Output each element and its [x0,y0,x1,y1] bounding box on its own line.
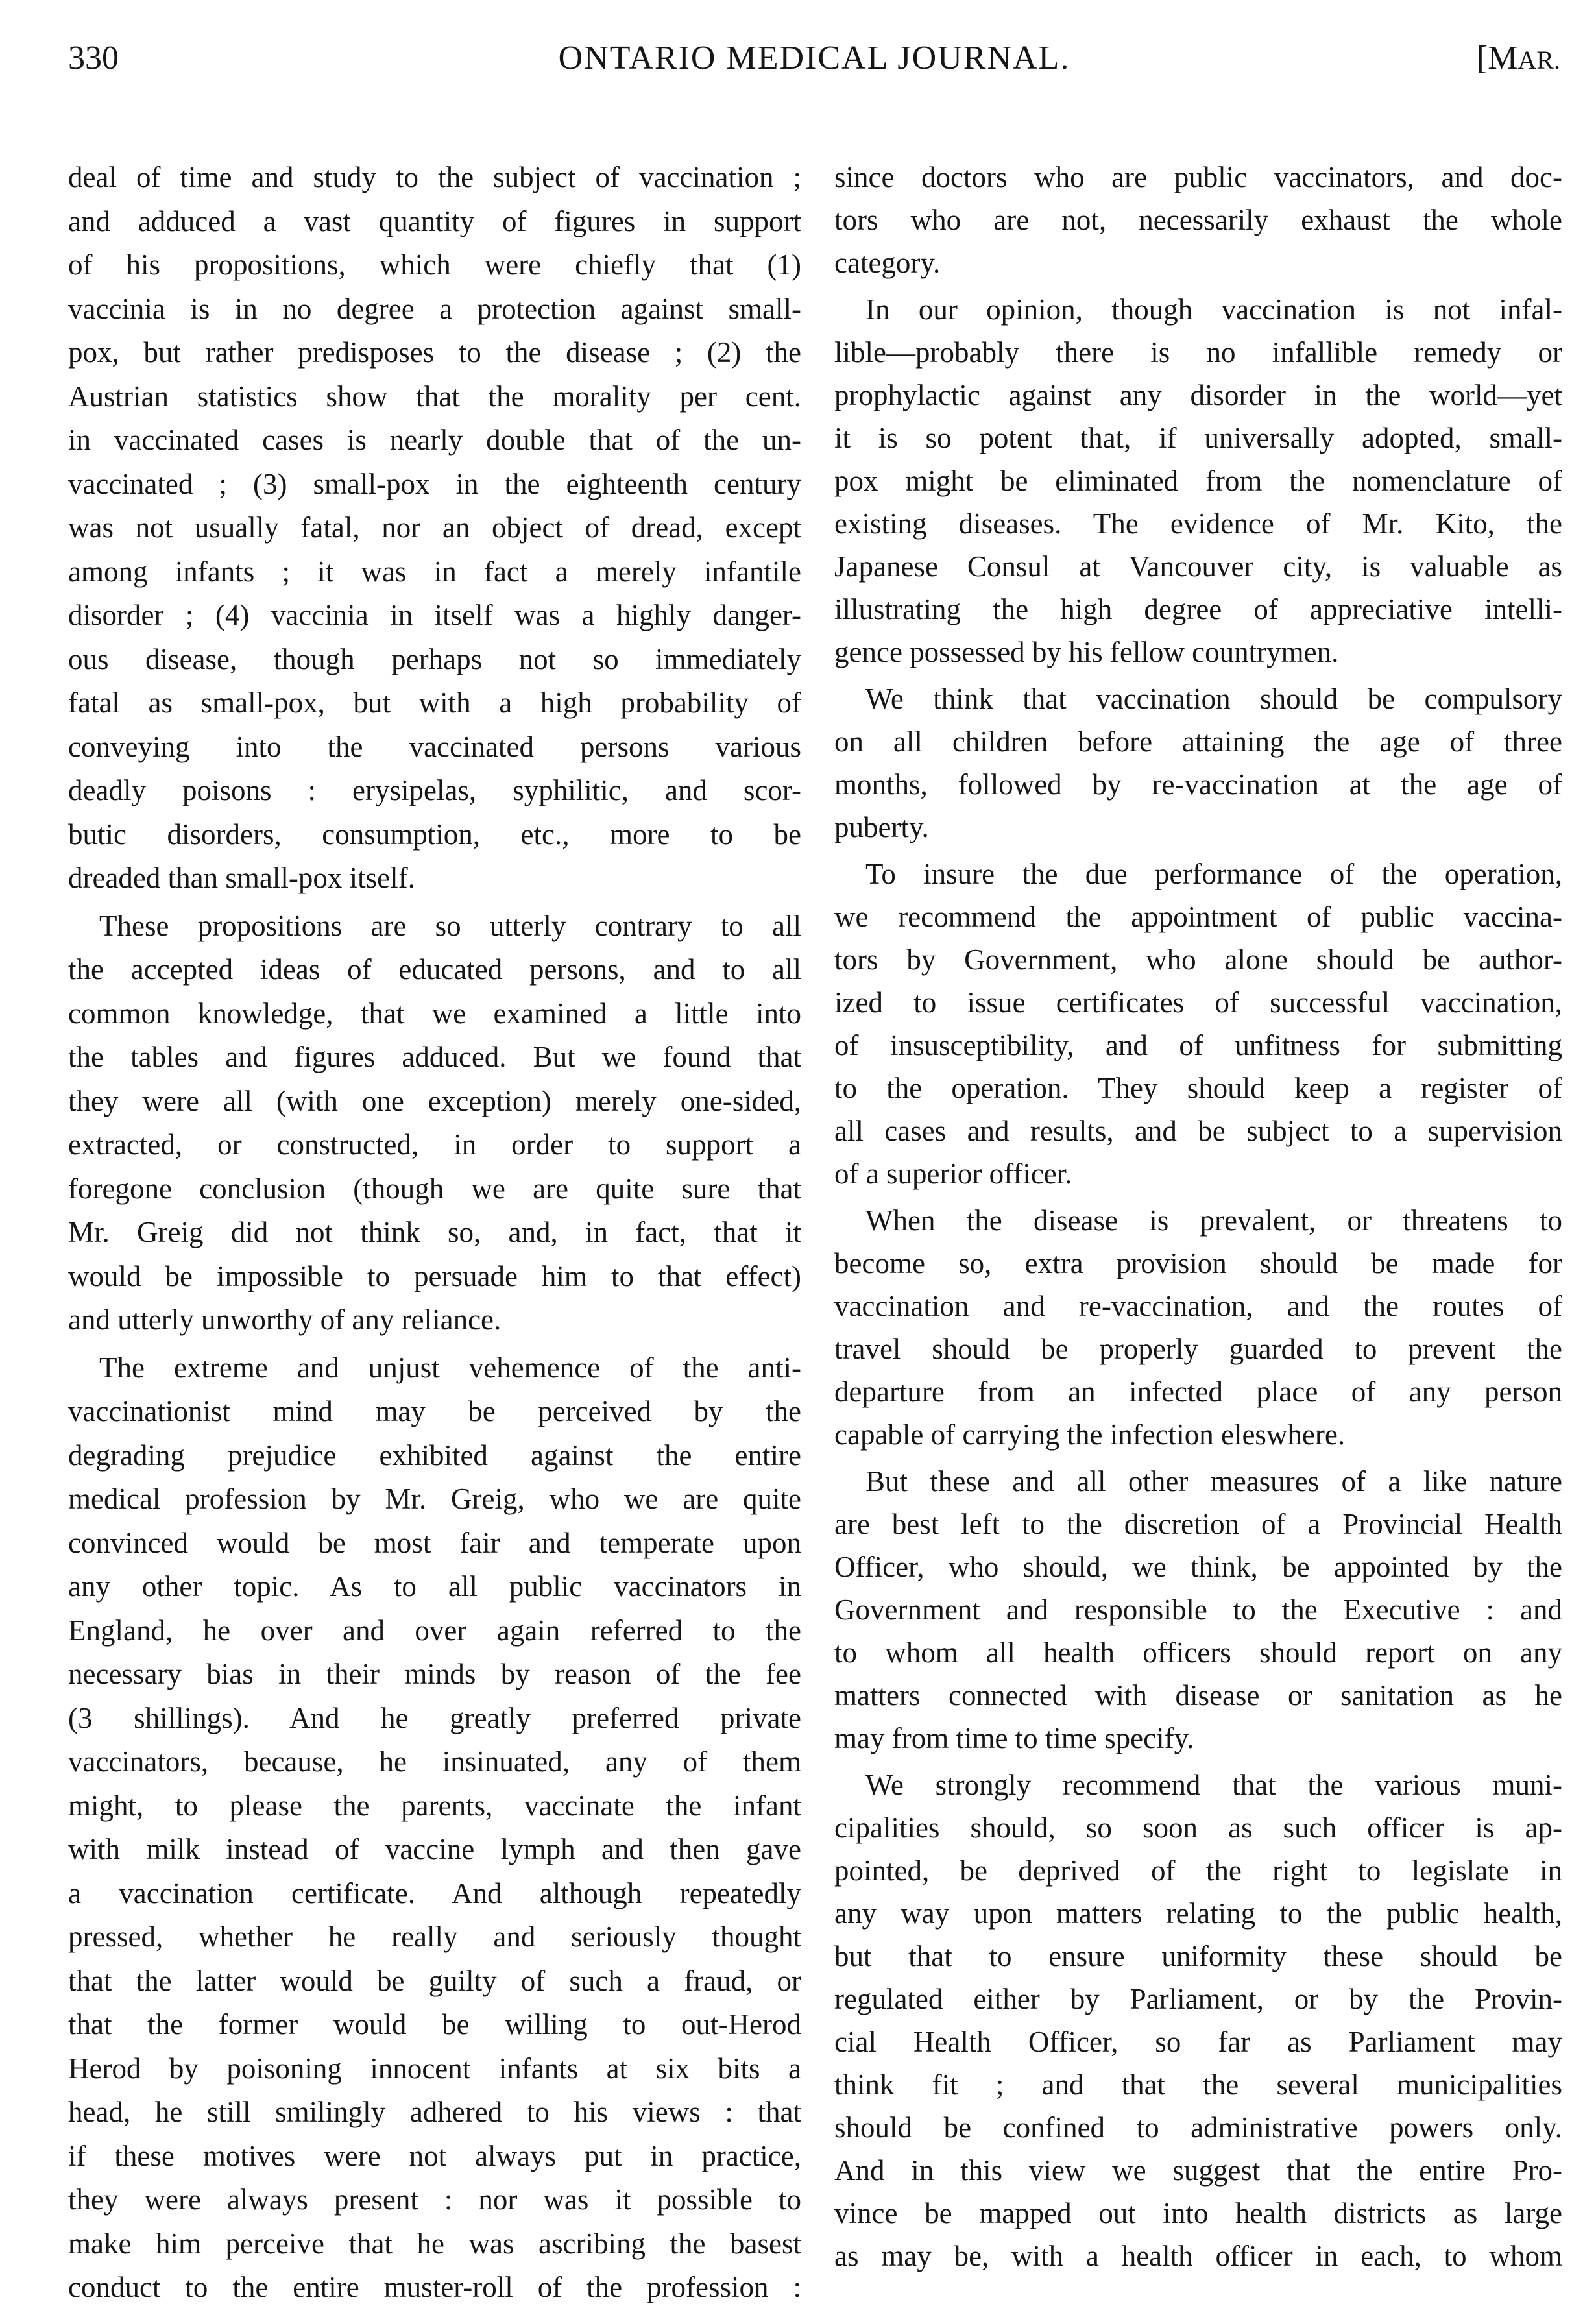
text-line: the accepted ideas of educated persons, and to all [68,953,801,986]
text-line: lible—probably there is no infallible remedy or [834,336,1562,369]
text-line: months, followed by re-vaccination at the age of [834,768,1562,801]
text-line: matters connected with disease or sanitation as he [834,1679,1562,1712]
text-line: conduct to the entire muster-roll of the profession : [68,2271,801,2303]
text-line: and adduced a vast quantity of figures in support [68,204,801,237]
text-line: and utterly unworthy of any reliance. [68,1303,502,1336]
text-line: it is so potent that, if universally adopted, small- [834,422,1562,454]
right-column [834,156,1562,2281]
text-line: When the disease is prevalent, or threatens to [865,1204,1562,1237]
text-line: to whom all health officers should report on any [834,1636,1562,1669]
month-rest: AR. [1517,45,1560,75]
text-line: of insusceptibility, and of unfitness for submitting [834,1029,1562,1061]
text-line: medical profession by Mr. Greig, who we are quite [68,1483,801,1515]
text-line: of a superior officer. [834,1158,1072,1190]
text-line: existing diseases. The evidence of Mr. Kito, the [834,507,1562,540]
text-line: among infants ; it was in fact a merely infantile [68,555,801,588]
text-line: vaccinationist mind may be perceived by the [68,1395,801,1427]
text-line: puberty. [834,811,929,843]
text-line: (3 shillings). And he greatly preferred private [68,1701,801,1734]
text-line: fatal as small-pox, but with a high probability of [68,686,801,719]
text-line: And in this view we suggest that the entire Pro- [834,2154,1562,2187]
text-line: the tables and figures adduced. But we found that [68,1041,801,1073]
text-line: Austrian statistics show that the morality per cent. [68,380,801,413]
text-line: tors who are not, necessarily exhaust the whole [834,204,1562,236]
text-line: extracted, or constructed, in order to support a [68,1128,801,1161]
text-line: regulated either by Parliament, or by the Provin- [834,1983,1562,2015]
text-line: think fit ; and that the several municipalities [834,2068,1562,2101]
text-line: to the operation. They should keep a register of [834,1072,1562,1104]
paragraph [68,1346,801,2310]
text-line: may from time to time specify. [834,1722,1194,1754]
text-line: To insure the due performance of the operation, [865,858,1562,890]
running-header [68,39,1560,91]
text-line: gence possessed by his fellow countrymen. [834,636,1339,668]
text-line: as may be, with a health officer in each, to whom [834,2240,1562,2272]
text-line: that the former would be willing to out-Herod [68,2008,801,2041]
text-line: disorder ; (4) vaccinia in itself was a highly danger- [68,599,801,631]
text-line: pressed, whether he really and seriously thought [68,1921,801,1953]
paragraph [834,1460,1562,1760]
text-line: become so, extra provision should be made for [834,1247,1562,1279]
text-line: would be impossible to persuade him to that effect) [68,1259,801,1292]
journal-title: ONTARIO MEDICAL JOURNAL. [558,40,1070,77]
left-column [68,156,801,2314]
text-line: But these and all other measures of a like nature [865,1465,1562,1497]
text-line: travel should be properly guarded to prevent the [834,1333,1562,1365]
text-line: These propositions are so utterly contrary to all [99,909,801,942]
text-line: any other topic. As to all public vaccinators in [68,1570,801,1603]
text-line: if these motives were not always put in practice, [68,2139,801,2172]
text-line: with milk instead of vaccine lymph and then gave [68,1833,801,1865]
text-line: prophylactic against any disorder in the world—yet [834,379,1562,411]
text-line: should be confined to administrative powers only. [834,2111,1562,2144]
text-line: foregone conclusion (though we are quite sure that [68,1172,801,1205]
text-line: of his propositions, which were chiefly that (1) [68,248,801,281]
month-prefix: [M [1476,40,1518,77]
text-line: Officer, who should, we think, be appointed by the [834,1551,1562,1583]
text-line: The extreme and unjust vehemence of the anti- [99,1351,801,1384]
paragraph [834,1764,1562,2277]
paragraph [834,1199,1562,1456]
text-line: we recommend the appointment of public vaccina- [834,901,1562,933]
paragraph [834,853,1562,1195]
text-line: illustrating the high degree of appreciative intelli- [834,593,1562,625]
paragraph [68,156,801,901]
text-line: In our opinion, though vaccination is not infal- [865,293,1562,326]
text-line: cipalities should, so soon as such officer is ap- [834,1812,1562,1844]
text-line: pox, but rather predisposes to the disease ; (2) the [68,336,801,369]
text-line: degrading prejudice exhibited against the entire [68,1438,801,1472]
paragraph [834,677,1562,849]
text-line: pox might be eliminated from the nomenclature of [834,465,1562,497]
text-line: in vaccinated cases is nearly double that of the un- [68,424,801,456]
text-line: dreaded than small-pox itself. [68,862,415,894]
text-line: departure from an infected place of any person [834,1376,1562,1408]
text-line: common knowledge, that we examined a little into [68,997,801,1030]
text-line: vaccination and re-vaccination, and the routes of [834,1290,1562,1322]
text-line: ized to issue certificates of successful vaccination, [834,986,1562,1019]
text-line: all cases and results, and be subject to a supervision [834,1115,1562,1147]
text-line: that the latter would be guilty of such a fraud, or [68,1964,801,1997]
text-line: ous disease, though perhaps not so immediately [68,642,801,675]
text-line: head, he still smilingly adhered to his views : that [68,2096,801,2128]
text-line: Mr. Greig did not think so, and, in fact, that it [68,1216,801,1248]
paragraph [834,288,1562,673]
text-line: make him perceive that he was ascribing the basest [68,2227,801,2260]
text-line: England, he over and over again referred to the [68,1614,801,1647]
text-line: We strongly recommend that the various muni- [865,1769,1562,1801]
text-line: are best left to the discretion of a Provincial Health [834,1508,1562,1540]
text-line: vince be mapped out into health districts as large [834,2197,1562,2229]
text-line: Japanese Consul at Vancouver city, is valuable as [834,550,1562,583]
text-line: was not usually fatal, nor an object of dread, except [68,511,801,544]
text-line: conveying into the vaccinated persons various [68,730,801,763]
month-label [1477,39,1560,77]
text-line: on all children before attaining the age of three [834,725,1562,758]
text-line: Government and responsible to the Executive : and [834,1594,1562,1626]
text-line: since doctors who are public vaccinators, and doc- [834,161,1562,193]
text-line: category. [834,247,941,279]
text-line: might, to please the parents, vaccinate the infant [68,1789,801,1822]
paragraph [68,904,801,1342]
text-line: vaccinators, because, he insinuated, any of them [68,1745,801,1778]
text-line: vaccinia is in no degree a protection against small- [68,292,801,325]
text-line: tors by Government, who alone should be author- [834,943,1562,976]
text-line: cial Health Officer, so far as Parliament may [834,2026,1562,2058]
text-line: pointed, be deprived of the right to legislate in [834,1854,1562,1887]
text-line: a vaccination certificate. And although repeatedly [68,1876,801,1909]
text-line: but that to ensure uniformity these should be [834,1940,1562,1972]
text-line: deadly poisons : erysipelas, syphilitic, and scor- [68,774,801,806]
text-line: any way upon matters relating to the public health, [834,1897,1562,1930]
text-line: capable of carrying the infection eleswhere. [834,1418,1346,1451]
text-line: vaccinated ; (3) small-pox in the eighteenth century [68,467,801,500]
paragraph [834,156,1562,284]
text-line: We think that vaccination should be compulsory [865,683,1562,715]
text-line: butic disorders, consumption, etc., more to be [68,818,801,851]
text-line: deal of time and study to the subject of vaccination ; [68,161,801,193]
text-line: Herod by poisoning innocent infants at six bits a [68,2052,801,2085]
text-line: they were all (with one exception) merely one-sided, [68,1084,801,1117]
page-number: 330 [68,40,119,77]
text-line: they were always present : nor was it possible to [68,2183,801,2216]
text-line: necessary bias in their minds by reason of the fee [68,1658,801,1690]
text-line: convinced would be most fair and temperate upon [68,1526,801,1559]
